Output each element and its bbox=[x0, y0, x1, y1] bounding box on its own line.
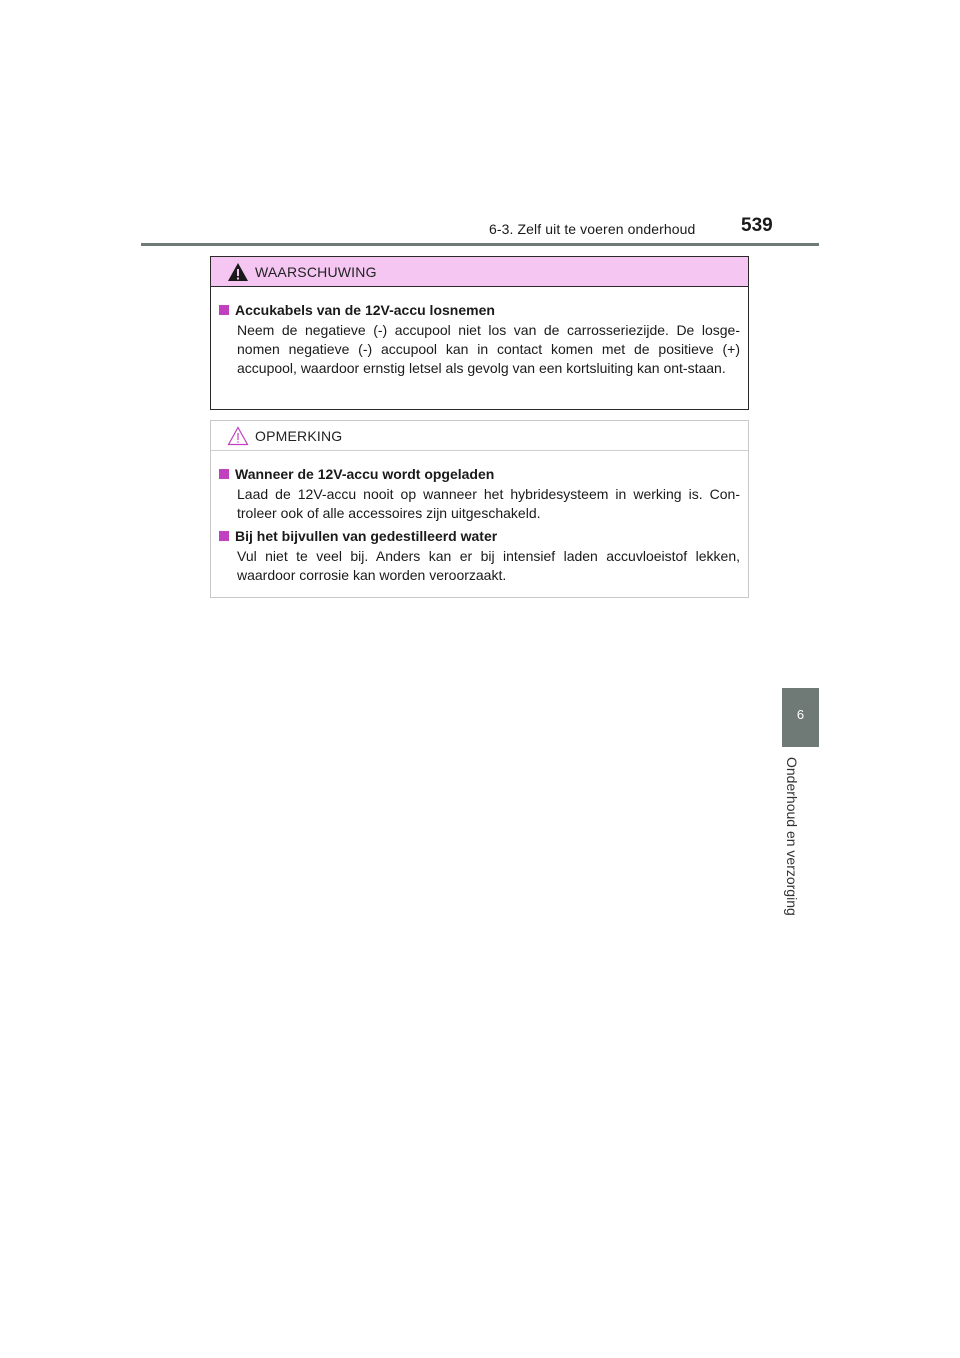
notice-item-text: Vul niet te veel bij. Anders kan er bij intensief laden accuvloeistof lekken, waardoor corrosie kan worden veroorzaakt. bbox=[237, 548, 740, 583]
notice-item bbox=[219, 527, 740, 585]
chapter-tab bbox=[782, 688, 819, 747]
warning-box bbox=[210, 256, 749, 410]
page-number: 539 bbox=[741, 215, 773, 236]
notice-item-title: Wanneer de 12V-accu wordt opgeladen bbox=[235, 466, 495, 482]
notice-item bbox=[219, 465, 740, 523]
notice-label: OPMERKING bbox=[255, 428, 343, 444]
warning-header bbox=[211, 257, 748, 287]
chapter-title: Onderhoud en verzorging bbox=[784, 757, 800, 916]
bullet-square-icon bbox=[219, 531, 229, 541]
chapter-number: 6 bbox=[796, 707, 805, 722]
warning-label: WAARSCHUWING bbox=[255, 264, 377, 280]
notice-header bbox=[211, 421, 748, 451]
notice-item-text: Laad de 12V-accu nooit op wanneer het hybridesysteem in werking is. Con-troleer ook of alle accessoires zijn uitgeschakeld. bbox=[237, 486, 740, 521]
bullet-square-icon bbox=[219, 469, 229, 479]
header-divider bbox=[141, 243, 819, 246]
warning-item bbox=[219, 301, 740, 378]
warning-item-text: Neem de negatieve (-) accupool niet los van de carrosseriezijde. De losge-nomen negatieve (-) accupool kan in contact komen met de positieve (+) accupool, waardoor ernstig letsel als gevolg van een kortsluiting kan ont-staan. bbox=[237, 322, 740, 376]
warning-item-title: Accukabels van de 12V-accu losnemen bbox=[235, 302, 495, 318]
section-title: 6-3. Zelf uit te voeren onderhoud bbox=[489, 221, 696, 237]
notice-item-title: Bij het bijvullen van gedestilleerd water bbox=[235, 528, 498, 544]
notice-box bbox=[210, 420, 749, 598]
warning-triangle-icon bbox=[227, 262, 249, 282]
bullet-square-icon bbox=[219, 305, 229, 315]
caution-triangle-icon bbox=[227, 426, 249, 446]
